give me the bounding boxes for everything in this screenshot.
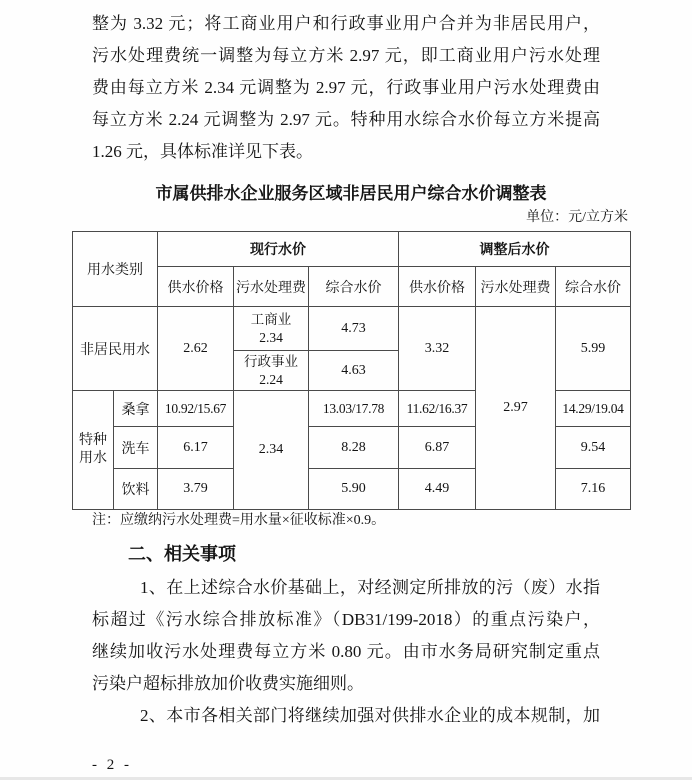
cell-admin-sewage-value: 2.24 [259, 371, 283, 387]
header-adjusted-price: 调整后水价 [399, 232, 631, 267]
header-current-supply: 供水价格 [158, 267, 234, 307]
intro-line: 每立方米 2.24 元调整为 2.97 元。特种用水综合水价每立方米提高 [92, 110, 600, 129]
header-adjusted-sewage: 污水处理费 [476, 267, 556, 307]
cell-sauna-current-supply: 10.92/15.67 [158, 391, 234, 427]
cell-special-current-sewage: 2.34 [234, 391, 309, 510]
cell-sauna-adjusted-supply: 11.62/16.37 [399, 391, 476, 427]
para1-line: 污染户超标排放加价收费实施细则。 [92, 674, 364, 693]
cell-sauna-label: 桑拿 [114, 391, 158, 427]
cell-admin-composite: 4.63 [309, 351, 399, 391]
para1-line: 标超过《污水综合排放标准》（DB31/199-2018）的重点污染户， [92, 610, 600, 629]
cell-non-resident-adjusted-composite: 5.99 [556, 307, 631, 391]
section-heading: 二、相关事项 [128, 544, 236, 564]
cell-special-water-label: 特种用水 [73, 391, 114, 510]
header-current-composite: 综合水价 [309, 267, 399, 307]
cell-beverage-label: 饮料 [114, 469, 158, 510]
cell-carwash-adjusted-composite: 9.54 [556, 427, 631, 469]
cell-adjusted-sewage-all: 2.97 [476, 307, 556, 510]
header-adjusted-composite: 综合水价 [556, 267, 631, 307]
price-adjustment-table [72, 231, 631, 510]
para2-line: 2、本市各相关部门将继续加强对供排水企业的成本规制，加 [140, 706, 600, 725]
cell-commercial-composite: 4.73 [309, 307, 399, 351]
intro-line: 费由每立方米 2.34 元调整为 2.97 元，行政事业用户污水处理费由 [92, 78, 600, 97]
table-title: 市属供排水企业服务区域非居民用户综合水价调整表 [155, 184, 547, 203]
cell-non-resident-current-supply: 2.62 [158, 307, 234, 391]
cell-carwash-label: 洗车 [114, 427, 158, 469]
para1-line: 1、在上述综合水价基础上，对经测定所排放的污（废）水指 [140, 578, 600, 597]
cell-sauna-current-composite: 13.03/17.78 [309, 391, 399, 427]
cell-commercial-sewage-value: 2.34 [259, 329, 283, 345]
cell-carwash-adjusted-supply: 6.87 [399, 427, 476, 469]
cell-beverage-current-composite: 5.90 [309, 469, 399, 510]
cell-carwash-current-composite: 8.28 [309, 427, 399, 469]
header-current-price: 现行水价 [158, 232, 399, 267]
intro-line: 污水处理费统一调整为每立方米 2.97 元，即工商业用户污水处理 [92, 46, 600, 65]
header-adjusted-supply: 供水价格 [399, 267, 476, 307]
cell-beverage-adjusted-composite: 7.16 [556, 469, 631, 510]
cell-beverage-adjusted-supply: 4.49 [399, 469, 476, 510]
cell-admin-sewage-label: 行政事业 [244, 353, 298, 369]
header-category: 用水类别 [73, 232, 158, 307]
para1-line: 继续加收污水处理费每立方米 0.80 元。由市水务局研究制定重点 [92, 642, 600, 661]
header-current-sewage: 污水处理费 [234, 267, 309, 307]
table-note: 注：应缴纳污水处理费=用水量×征收标准×0.9。 [92, 513, 386, 528]
cell-sauna-adjusted-composite: 14.29/19.04 [556, 391, 631, 427]
cell-commercial-sewage-label: 工商业 [250, 311, 292, 327]
cell-non-resident-label: 非居民用水 [73, 307, 158, 391]
intro-line: 1.26 元，具体标准详见下表。 [92, 142, 313, 161]
cell-non-resident-adjusted-supply: 3.32 [399, 307, 476, 391]
cell-admin-sewage [234, 351, 309, 391]
cell-commercial-sewage [234, 307, 309, 351]
cell-carwash-current-supply: 6.17 [158, 427, 234, 469]
table-unit-label: 单位：元/立方米 [526, 210, 628, 225]
page-number: - 2 - [92, 757, 132, 773]
cell-beverage-current-supply: 3.79 [158, 469, 234, 510]
intro-line: 整为 3.32 元；将工商业用户和行政事业用户合并为非居民用户， [92, 14, 600, 33]
